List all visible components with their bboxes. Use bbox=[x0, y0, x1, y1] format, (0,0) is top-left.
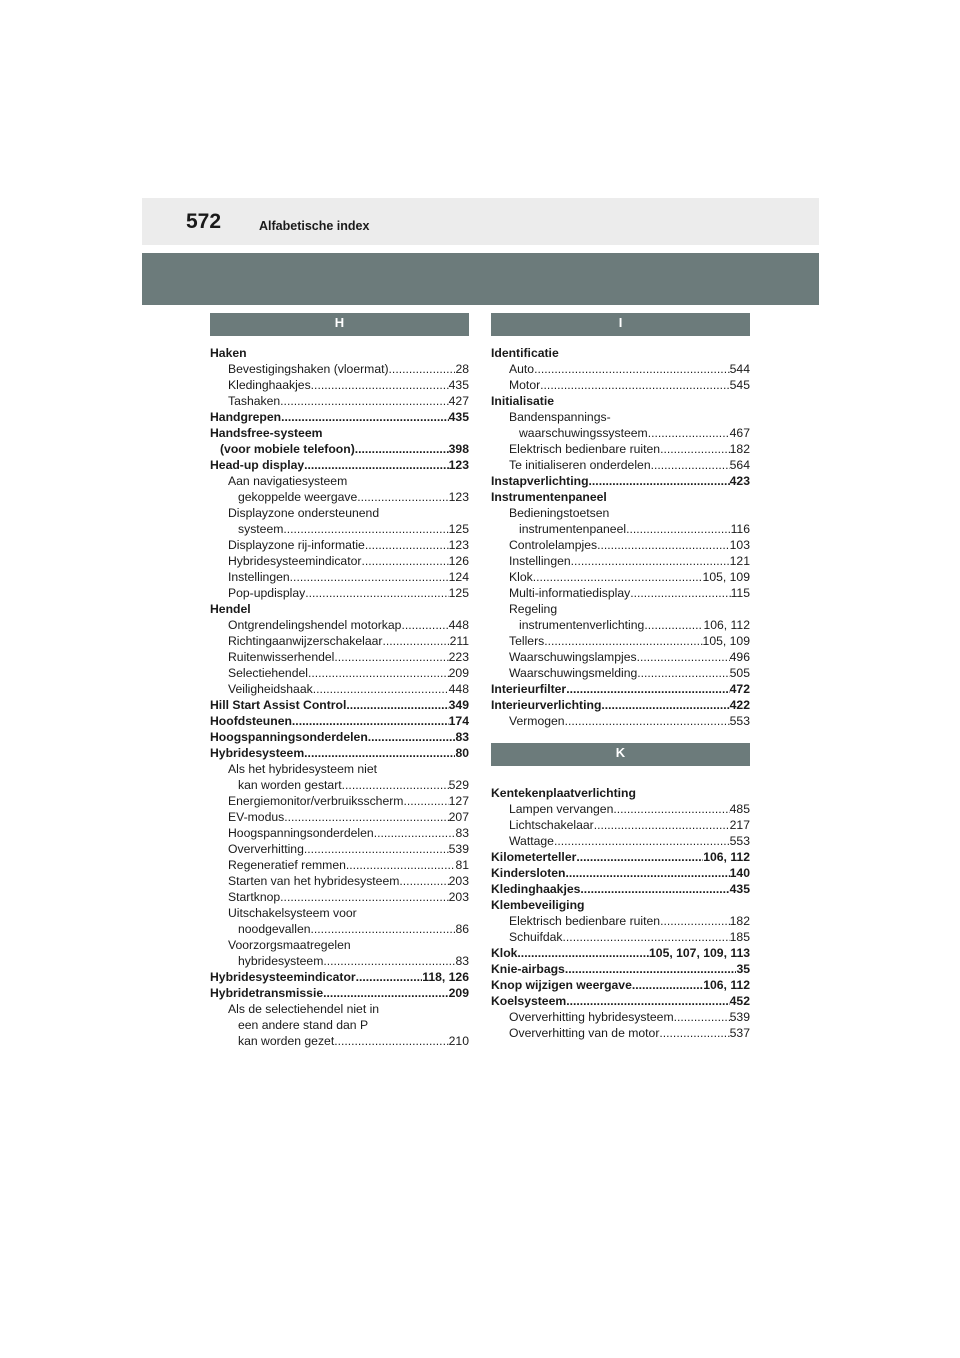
index-entry bbox=[210, 569, 469, 585]
index-entry bbox=[491, 961, 750, 977]
section-title: Alfabetische index bbox=[259, 219, 370, 233]
index-entry bbox=[210, 969, 469, 985]
index-entry bbox=[491, 425, 750, 441]
entry-term: Koelsysteem bbox=[491, 994, 567, 1008]
index-entry: Bandenspannings- bbox=[509, 410, 611, 424]
entry-page-number: 209 bbox=[448, 666, 469, 680]
entry-term: Klok bbox=[491, 946, 518, 960]
dot-leader bbox=[399, 873, 448, 889]
index-entry bbox=[210, 745, 469, 761]
index-entry bbox=[491, 377, 750, 393]
entry-page-number: 80 bbox=[455, 746, 469, 760]
index-entry: Als de selectiehendel niet in bbox=[228, 1002, 380, 1016]
index-entry bbox=[210, 793, 469, 809]
dot-leader bbox=[382, 633, 449, 649]
entry-term: Knop wijzigen weergave bbox=[491, 978, 632, 992]
index-entry bbox=[210, 633, 469, 649]
entry-term: Waarschuwingsmelding bbox=[509, 666, 638, 680]
entry-page-number: 105, 109 bbox=[702, 570, 750, 584]
dot-leader bbox=[566, 865, 730, 881]
entry-page-number: 539 bbox=[729, 1010, 750, 1024]
entry-term: waarschuwingssysteem bbox=[519, 426, 648, 440]
entry-page-number: 125 bbox=[448, 586, 469, 600]
entry-term: Klok bbox=[509, 570, 533, 584]
entry-page-number: 103 bbox=[729, 538, 750, 552]
dot-leader bbox=[648, 425, 730, 441]
entry-term: Elektrisch bedienbare ruiten bbox=[509, 442, 661, 456]
dot-leader bbox=[594, 817, 730, 833]
dot-leader bbox=[626, 521, 731, 537]
dot-leader bbox=[660, 441, 730, 457]
dot-leader bbox=[308, 665, 449, 681]
entry-page-number: 123 bbox=[448, 538, 469, 552]
dot-leader bbox=[597, 537, 730, 553]
dot-leader bbox=[304, 745, 455, 761]
page-number: 572 bbox=[186, 210, 222, 233]
dot-leader bbox=[311, 377, 449, 393]
index-entry bbox=[491, 817, 750, 833]
index-entry bbox=[210, 409, 469, 425]
entry-page-number: 448 bbox=[448, 618, 469, 632]
dot-leader bbox=[356, 969, 423, 985]
entry-page-number: 106, 112 bbox=[703, 618, 750, 632]
index-entry bbox=[491, 945, 750, 961]
index-entry bbox=[210, 873, 469, 889]
index-entry bbox=[210, 521, 469, 537]
index-entry bbox=[210, 889, 469, 905]
entry-term: Interieurfilter bbox=[491, 682, 567, 696]
dot-leader bbox=[290, 569, 449, 585]
dot-leader bbox=[540, 377, 730, 393]
index-entry bbox=[210, 777, 469, 793]
entry-page-number: 448 bbox=[448, 682, 469, 696]
index-entry bbox=[210, 553, 469, 569]
dot-leader bbox=[313, 681, 449, 697]
index-entry: Voorzorgsmaatregelen bbox=[228, 938, 351, 952]
entry-term: kan worden gestart bbox=[238, 778, 342, 792]
index-entry bbox=[491, 649, 750, 665]
entry-page-number: 435 bbox=[448, 378, 469, 392]
entry-term: Hybridesysteemindicator bbox=[228, 554, 362, 568]
dot-leader bbox=[674, 1009, 730, 1025]
index-entry bbox=[491, 441, 750, 457]
index-entry bbox=[210, 697, 469, 713]
dot-leader bbox=[565, 961, 737, 977]
page-header bbox=[142, 198, 819, 245]
entry-page-number: 115 bbox=[730, 586, 750, 600]
entry-page-number: 182 bbox=[729, 442, 750, 456]
entry-page-number: 124 bbox=[448, 570, 469, 584]
entry-term: EV-modus bbox=[228, 810, 285, 824]
entry-term: Tashaken bbox=[228, 394, 281, 408]
index-entry: Klembeveiliging bbox=[491, 898, 585, 912]
index-entry bbox=[491, 521, 750, 537]
index-entry bbox=[210, 921, 469, 937]
index-entry bbox=[210, 665, 469, 681]
dot-leader bbox=[342, 777, 449, 793]
index-entry bbox=[491, 881, 750, 897]
dot-leader bbox=[346, 857, 456, 873]
index-entry: Displayzone ondersteunend bbox=[228, 506, 380, 520]
index-entry bbox=[210, 809, 469, 825]
index-entry bbox=[210, 441, 469, 457]
entry-page-number: 203 bbox=[448, 890, 469, 904]
index-entry bbox=[210, 457, 469, 473]
dot-leader bbox=[323, 985, 449, 1001]
entry-page-number: 121 bbox=[729, 554, 750, 568]
entry-term: Hoofdsteunen bbox=[210, 714, 292, 728]
dot-leader bbox=[563, 929, 730, 945]
dot-leader bbox=[565, 713, 730, 729]
index-entry bbox=[491, 849, 750, 865]
dot-leader bbox=[660, 913, 730, 929]
entry-page-number: 427 bbox=[448, 394, 469, 408]
entry-page-number: 529 bbox=[448, 778, 469, 792]
entry-term: hybridesysteem bbox=[238, 954, 324, 968]
dot-leader bbox=[284, 809, 448, 825]
index-entry: Bedieningstoetsen bbox=[509, 506, 610, 520]
dot-leader bbox=[365, 537, 449, 553]
dot-leader bbox=[566, 681, 729, 697]
entry-page-number: 435 bbox=[729, 882, 750, 896]
entry-term: Selectiehendel bbox=[228, 666, 308, 680]
entry-page-number: 105, 109 bbox=[702, 634, 750, 648]
index-entry bbox=[491, 977, 750, 993]
entry-page-number: 467 bbox=[729, 426, 750, 440]
entry-page-number: 472 bbox=[729, 682, 750, 696]
index-entry bbox=[210, 985, 469, 1001]
dot-leader bbox=[589, 473, 730, 489]
dot-leader bbox=[580, 881, 729, 897]
entry-page-number: 564 bbox=[729, 458, 750, 472]
dot-leader bbox=[311, 921, 456, 937]
dot-leader bbox=[361, 553, 448, 569]
entry-page-number: 349 bbox=[448, 698, 469, 712]
index-entry: Als het hybridesysteem niet bbox=[228, 762, 378, 776]
entry-page-number: 83 bbox=[455, 954, 469, 968]
dot-leader bbox=[403, 793, 448, 809]
index-entry: Haken bbox=[210, 346, 247, 360]
dot-leader bbox=[283, 521, 448, 537]
dot-leader bbox=[571, 553, 730, 569]
dot-leader bbox=[576, 849, 703, 865]
index-entry bbox=[491, 697, 750, 713]
index-entries-h bbox=[210, 344, 469, 1049]
entry-term: Oververhitting van de motor bbox=[509, 1026, 660, 1040]
index-entry bbox=[491, 633, 750, 649]
dot-leader bbox=[644, 617, 703, 633]
index-entry: Hendel bbox=[210, 602, 251, 616]
index-entry bbox=[210, 729, 469, 745]
entry-page-number: 496 bbox=[729, 650, 750, 664]
entry-term: Instapverlichting bbox=[491, 474, 589, 488]
dot-leader bbox=[534, 361, 730, 377]
entry-term: Multi-informatiedisplay bbox=[509, 586, 631, 600]
entry-page-number: 553 bbox=[729, 714, 750, 728]
letter-heading-i: I bbox=[491, 313, 750, 336]
index-entry: Identificatie bbox=[491, 346, 559, 360]
entry-page-number: 423 bbox=[729, 474, 750, 488]
entry-page-number: 123 bbox=[448, 490, 469, 504]
entry-term: Knie-airbags bbox=[491, 962, 565, 976]
entry-term: instrumentenpaneel bbox=[519, 522, 627, 536]
entry-term: (voor mobiele telefoon) bbox=[220, 442, 355, 456]
index-entry bbox=[491, 913, 750, 929]
index-entry bbox=[210, 585, 469, 601]
dot-leader bbox=[630, 585, 730, 601]
index-entry bbox=[210, 489, 469, 505]
header-band bbox=[142, 253, 819, 305]
entry-page-number: 105, 107, 109, 113 bbox=[649, 946, 750, 960]
index-entry bbox=[491, 681, 750, 697]
entry-term: Interieurverlichting bbox=[491, 698, 602, 712]
entry-term: kan worden gezet bbox=[238, 1034, 335, 1048]
entry-term: Kledinghaakjes bbox=[491, 882, 581, 896]
dot-leader bbox=[304, 457, 449, 473]
dot-leader bbox=[637, 665, 729, 681]
entry-page-number: 185 bbox=[729, 930, 750, 944]
dot-leader bbox=[280, 889, 448, 905]
entry-page-number: 223 bbox=[448, 650, 469, 664]
entry-page-number: 106, 112 bbox=[703, 978, 750, 992]
dot-leader bbox=[554, 833, 730, 849]
entry-term: Lichtschakelaar bbox=[509, 818, 594, 832]
index-entry bbox=[210, 617, 469, 633]
entry-term: Startknop bbox=[228, 890, 281, 904]
index-column-right bbox=[491, 313, 750, 1041]
entry-term: Kilometerteller bbox=[491, 850, 577, 864]
entry-page-number: 127 bbox=[448, 794, 469, 808]
index-entry: Aan navigatiesysteem bbox=[228, 474, 348, 488]
index-entry: Initialisatie bbox=[491, 394, 554, 408]
index-entry bbox=[491, 473, 750, 489]
entry-page-number: 210 bbox=[448, 1034, 469, 1048]
entry-page-number: 211 bbox=[449, 634, 469, 648]
index-entry bbox=[491, 553, 750, 569]
entry-page-number: 182 bbox=[729, 914, 750, 928]
index-entries-i bbox=[491, 344, 750, 729]
dot-leader bbox=[292, 713, 449, 729]
entry-term: Wattage bbox=[509, 834, 554, 848]
entry-term: Controlelampjes bbox=[509, 538, 598, 552]
index-entry bbox=[210, 713, 469, 729]
index-entry bbox=[210, 841, 469, 857]
entry-page-number: 81 bbox=[455, 858, 469, 872]
index-entry bbox=[491, 537, 750, 553]
dot-leader bbox=[533, 569, 703, 585]
dot-leader bbox=[632, 977, 703, 993]
index-entry bbox=[491, 833, 750, 849]
dot-leader bbox=[280, 393, 448, 409]
dot-leader bbox=[651, 457, 730, 473]
entry-page-number: 207 bbox=[448, 810, 469, 824]
entry-term: Displayzone rij-informatie bbox=[228, 538, 365, 552]
index-entry: een andere stand dan P bbox=[238, 1018, 369, 1032]
entry-page-number: 126 bbox=[448, 554, 469, 568]
entry-page-number: 422 bbox=[729, 698, 750, 712]
entry-term: Te initialiseren onderdelen bbox=[509, 458, 651, 472]
entry-page-number: 539 bbox=[448, 842, 469, 856]
index-entry bbox=[210, 857, 469, 873]
letter-heading-h: H bbox=[210, 313, 469, 336]
entry-term: Schuifdak bbox=[509, 930, 563, 944]
dot-leader bbox=[334, 1033, 448, 1049]
dot-leader bbox=[323, 953, 455, 969]
entry-page-number: 217 bbox=[729, 818, 750, 832]
dot-leader bbox=[659, 1025, 729, 1041]
entry-term: gekoppelde weergave bbox=[238, 490, 358, 504]
entry-page-number: 83 bbox=[455, 826, 469, 840]
entry-term: Hoogspanningsonderdelen bbox=[210, 730, 368, 744]
dot-leader bbox=[566, 993, 729, 1009]
index-entry bbox=[491, 569, 750, 585]
entry-term: Hill Start Assist Control bbox=[210, 698, 347, 712]
dot-leader bbox=[355, 441, 449, 457]
index-entries-k bbox=[491, 784, 750, 1041]
index-entry bbox=[491, 713, 750, 729]
index-column-left bbox=[210, 313, 469, 1049]
entry-term: Instellingen bbox=[509, 554, 571, 568]
dot-leader bbox=[368, 729, 456, 745]
entry-page-number: 203 bbox=[448, 874, 469, 888]
index-entry bbox=[210, 537, 469, 553]
entry-page-number: 123 bbox=[448, 458, 469, 472]
entry-term: Instellingen bbox=[228, 570, 290, 584]
entry-page-number: 505 bbox=[729, 666, 750, 680]
index-entry: Kentekenplaatverlichting bbox=[491, 786, 636, 800]
dot-leader bbox=[544, 633, 702, 649]
index-entry bbox=[210, 649, 469, 665]
entry-page-number: 553 bbox=[729, 834, 750, 848]
dot-leader bbox=[334, 649, 448, 665]
entry-term: Regeneratief remmen bbox=[228, 858, 346, 872]
entry-term: Ontgrendelingshendel motorkap bbox=[228, 618, 402, 632]
entry-page-number: 35 bbox=[736, 962, 750, 976]
index-entry bbox=[491, 993, 750, 1009]
entry-term: Tellers bbox=[509, 634, 545, 648]
dot-leader bbox=[401, 617, 448, 633]
entry-term: instrumentenverlichting bbox=[519, 618, 645, 632]
dot-leader bbox=[601, 697, 729, 713]
entry-page-number: 118, 126 bbox=[422, 970, 469, 984]
index-entry bbox=[210, 393, 469, 409]
entry-term: Hybridesysteem bbox=[210, 746, 305, 760]
entry-page-number: 398 bbox=[448, 442, 469, 456]
entry-page-number: 106, 112 bbox=[703, 850, 750, 864]
entry-page-number: 116 bbox=[730, 522, 750, 536]
entry-term: Vermogen bbox=[509, 714, 565, 728]
dot-leader bbox=[613, 801, 729, 817]
entry-term: noodgevallen bbox=[238, 922, 311, 936]
index-entry bbox=[210, 681, 469, 697]
index-entry bbox=[491, 665, 750, 681]
entry-page-number: 83 bbox=[455, 730, 469, 744]
index-entry bbox=[491, 801, 750, 817]
entry-page-number: 544 bbox=[729, 362, 750, 376]
entry-term: Hybridetransmissie bbox=[210, 986, 324, 1000]
index-entry: Handsfree-systeem bbox=[210, 426, 323, 440]
index-entry bbox=[210, 825, 469, 841]
entry-term: Oververhitting hybridesysteem bbox=[509, 1010, 674, 1024]
entry-page-number: 545 bbox=[729, 378, 750, 392]
entry-term: Motor bbox=[509, 378, 541, 392]
entry-page-number: 452 bbox=[729, 994, 750, 1008]
letter-heading-k: K bbox=[491, 743, 750, 766]
index-entry bbox=[491, 865, 750, 881]
index-entry bbox=[210, 377, 469, 393]
entry-term: Starten van het hybridesysteem bbox=[228, 874, 400, 888]
index-entry bbox=[210, 1033, 469, 1049]
entry-page-number: 140 bbox=[729, 866, 750, 880]
entry-term: Bevestigingshaken (vloermat) bbox=[228, 362, 389, 376]
entry-page-number: 537 bbox=[729, 1026, 750, 1040]
index-entry bbox=[491, 1025, 750, 1041]
entry-term: systeem bbox=[238, 522, 284, 536]
index-entry: Uitschakelsysteem voor bbox=[228, 906, 357, 920]
dot-leader bbox=[637, 649, 730, 665]
entry-term: Waarschuwingslampjes bbox=[509, 650, 637, 664]
dot-leader bbox=[305, 585, 448, 601]
index-entry bbox=[491, 361, 750, 377]
entry-term: Ruitenwisserhendel bbox=[228, 650, 335, 664]
entry-term: Kindersloten bbox=[491, 866, 566, 880]
entry-page-number: 485 bbox=[729, 802, 750, 816]
entry-term: Hybridesysteemindicator bbox=[210, 970, 356, 984]
dot-leader bbox=[517, 945, 649, 961]
entry-page-number: 209 bbox=[448, 986, 469, 1000]
dot-leader bbox=[304, 841, 449, 857]
entry-page-number: 435 bbox=[448, 410, 469, 424]
entry-term: Kledinghaakjes bbox=[228, 378, 311, 392]
entry-term: Lampen vervangen bbox=[509, 802, 614, 816]
index-entry bbox=[210, 361, 469, 377]
entry-term: Veiligheidshaak bbox=[228, 682, 313, 696]
index-entry bbox=[210, 953, 469, 969]
index-entry bbox=[491, 1009, 750, 1025]
entry-term: Pop-updisplay bbox=[228, 586, 306, 600]
index-entry bbox=[491, 585, 750, 601]
dot-leader bbox=[357, 489, 448, 505]
entry-term: Richtingaanwijzerschakelaar bbox=[228, 634, 383, 648]
dot-leader bbox=[374, 825, 456, 841]
entry-term: Head-up display bbox=[210, 458, 305, 472]
entry-page-number: 174 bbox=[448, 714, 469, 728]
entry-page-number: 28 bbox=[455, 362, 469, 376]
entry-term: Oververhitting bbox=[228, 842, 304, 856]
index-entry: Regeling bbox=[509, 602, 558, 616]
index-entry bbox=[491, 929, 750, 945]
index-entry bbox=[491, 457, 750, 473]
dot-leader bbox=[281, 409, 449, 425]
entry-term: Elektrisch bedienbare ruiten bbox=[509, 914, 661, 928]
index-entry bbox=[491, 617, 750, 633]
entry-term: Energiemonitor/verbruiksscherm bbox=[228, 794, 404, 808]
entry-page-number: 86 bbox=[455, 922, 469, 936]
entry-term: Auto bbox=[509, 362, 535, 376]
entry-term: Hoogspanningsonderdelen bbox=[228, 826, 374, 840]
entry-page-number: 125 bbox=[448, 522, 469, 536]
entry-term: Handgrepen bbox=[210, 410, 282, 424]
dot-leader bbox=[346, 697, 448, 713]
index-entry: Instrumentenpaneel bbox=[491, 490, 607, 504]
dot-leader bbox=[389, 361, 456, 377]
